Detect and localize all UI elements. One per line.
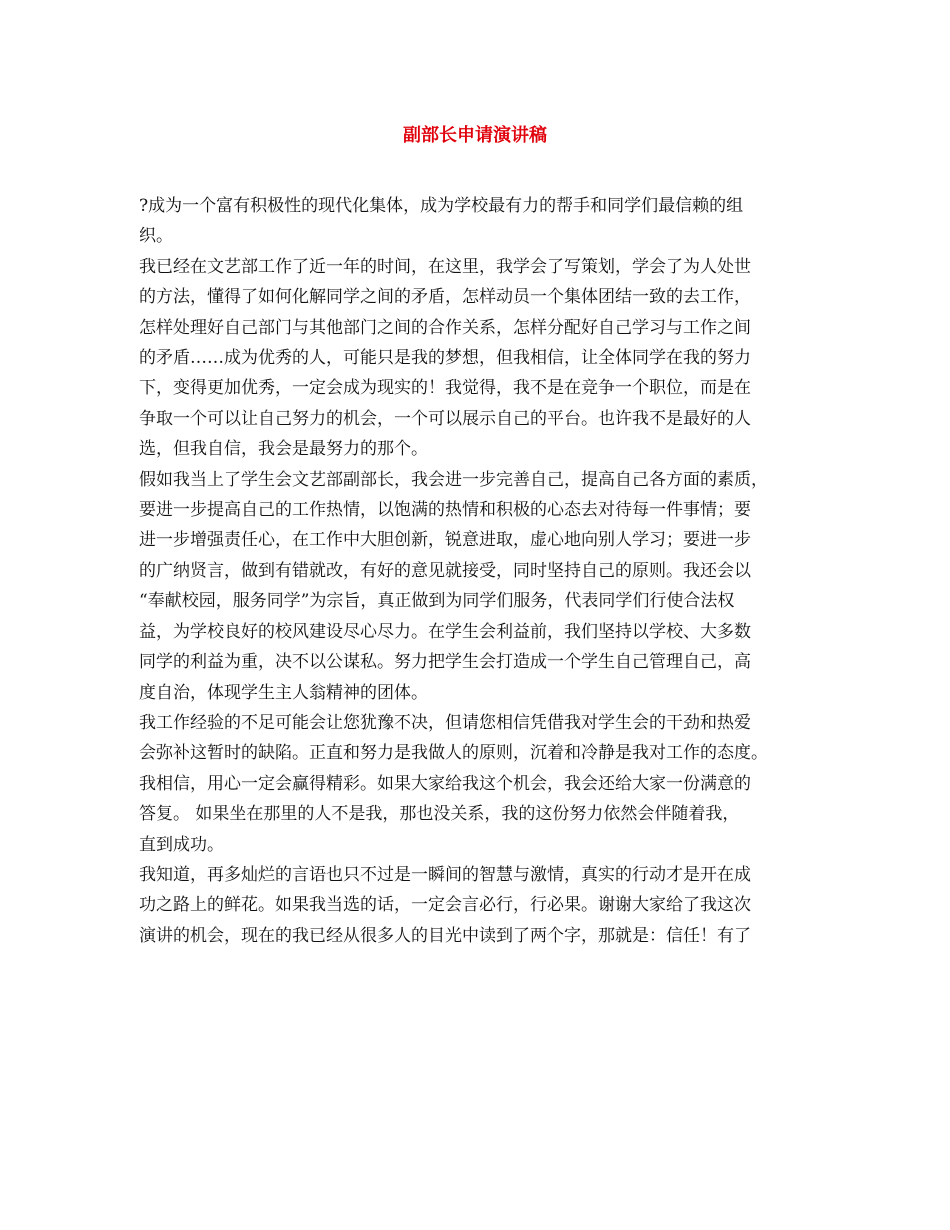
text-line: 答复。 如果坐在那里的人不是我，那也没关系，我的这份努力依然会伴随着我， [139,804,740,825]
text-line: 争取一个可以让自己努力的机会，一个可以展示自己的平台。也许我不是最好的人 [139,408,751,429]
text-line: 我已经在文艺部工作了近一年的时间，在这里，我学会了写策划，学会了为人处世 [139,256,751,277]
text-line: 益，为学校良好的校风建设尽心尽力。在学生会利益前，我们坚持以学校、大多数 [139,621,751,642]
text-line: 会弥补这暂时的缺陷。正直和努力是我做人的原则，沉着和冷静是我对工作的态度。 [139,743,768,764]
text-line: “奉献校园，服务同学”为宗旨，真正做到为同学们服务，代表同学们行使合法权 [139,591,735,612]
text-line: ?成为一个富有积极性的现代化集体，成为学校最有力的帮手和同学们最信赖的组 [139,196,744,216]
text-line: 演讲的机会，现在的我已经从很多人的目光中读到了两个字，那就是：信任！有了 [139,925,751,946]
text-line: 假如我当上了学生会文艺部副部长，我会进一步完善自己，提高自己各方面的素质， [139,469,768,490]
text-line: 同学的利益为重，决不以公谋私。努力把学生会打造成一个学生自己管理自己，高 [139,652,751,673]
text-line: 的广纳贤言，做到有错就改，有好的意见就接受，同时坚持自己的原则。我还会以 [139,560,751,581]
text-line: 我相信，用心一定会赢得精彩。如果大家给我这个机会，我会还给大家一份满意的 [139,773,751,794]
text-line: 要进一步提高自己的工作热情，以饱满的热情和积极的心态去对待每一件事情；要 [139,500,751,521]
text-line: 度自治，体现学生主人翁精神的团体。 [139,682,428,703]
document-body [139,191,819,951]
text-line: 怎样处理好自己部门与其他部门之间的合作关系，怎样分配好自己学习与工作之间 [139,317,751,338]
text-line: 直到成功。 [139,834,224,855]
paragraph [139,708,819,860]
text-line: 我知道，再多灿烂的言语也只不过是一瞬间的智慧与激情，真实的行动才是开在成 [139,864,751,885]
text-line: 我工作经验的不足可能会让您犹豫不决，但请您相信凭借我对学生会的干劲和热爱 [139,712,751,733]
text-line: 下，变得更加优秀，一定会成为现实的！我觉得，我不是在竞争一个职位，而是在 [139,378,751,399]
text-line: 选，但我自信，我会是最努力的那个。 [139,439,428,460]
paragraph [139,860,819,951]
document-title: 副部长申请演讲稿 [403,125,547,146]
text-line: 的方法，懂得了如何化解同学之间的矛盾，怎样动员一个集体团结一致的去工作， [139,287,751,308]
text-line: 的矛盾……成为优秀的人，可能只是我的梦想，但我相信，让全体同学在我的努力 [139,348,751,369]
text-line: 功之路上的鲜花。如果我当选的话，一定会言必行，行必果。谢谢大家给了我这次 [139,895,751,916]
paragraph [139,252,819,465]
paragraph [139,465,819,708]
text-line: 进一步增强责任心，在工作中大胆创新，锐意进取，虚心地向别人学习；要进一步 [139,530,751,551]
paragraph [139,191,819,252]
text-line: 织。 [139,226,173,247]
